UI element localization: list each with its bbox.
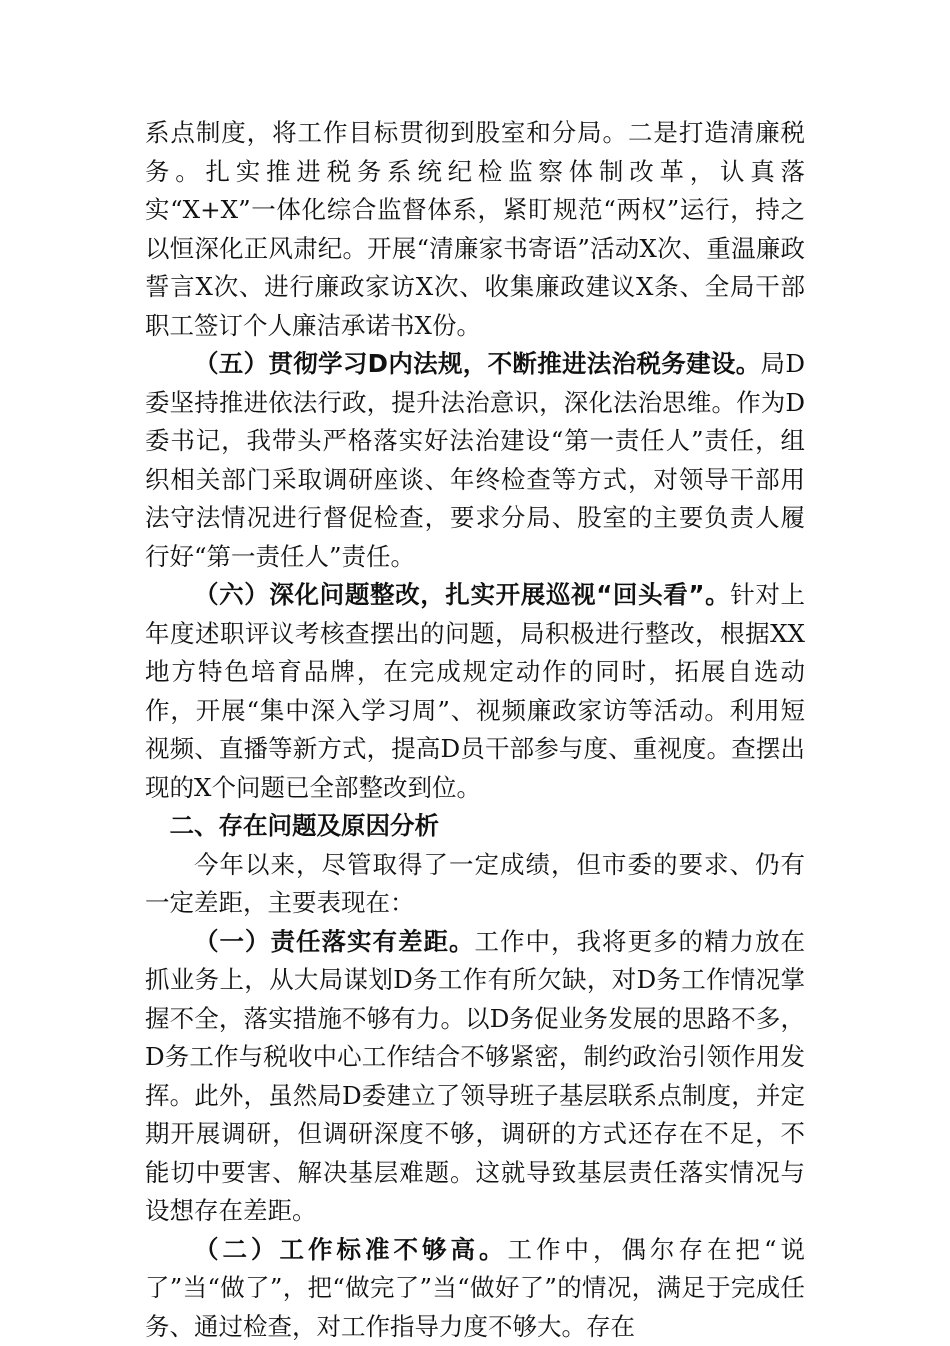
- issue-lead: （一）责任落实有差距。: [194, 927, 475, 956]
- section-intro: 今年以来，尽管取得了一定成绩，但市委的要求、仍有一定差距，主要表现在：: [145, 846, 805, 923]
- paragraph-five: [145, 345, 805, 576]
- paragraph-lead: （六）深化问题整改，扎实开展巡视“回头看”。: [194, 580, 730, 609]
- paragraph-text: 局D委坚持推进依法行政，提升法治意识，深化法治思维。作为D委书记，我带头严格落实好法治建设“第一责任人”责任，组织相关部门采取调研座谈、年终检查等方式，对领导干部用法守法情况进行督促检查，要求分局、股室的主要负责人履行好“第一责任人”责任。: [145, 349, 805, 571]
- paragraph-lead: （五）贯彻学习D内法规，不断推进法治税务建设。: [194, 349, 761, 378]
- issue-two: [145, 1231, 805, 1346]
- paragraph-continued: [145, 114, 805, 345]
- issue-lead: （二）工作标准不够高。: [194, 1235, 507, 1264]
- paragraph-six: [145, 576, 805, 807]
- paragraph-text: 针对上年度述职评议考核查摆出的问题，局积极进行整改，根据XX地方特色培育品牌，在完成规定动作的同时，拓展自选动作，开展“集中深入学习周”、视频廉政家访等活动。利用短视频、直播等新方式，提高D员干部参与度、重视度。查摆出现的X个问题已全部整改到位。: [145, 580, 805, 802]
- issue-text: 工作中，偶尔存在把“说了”当“做了”，把“做完了”当“做好了”的情况，满足于完成任务、通过检查，对工作指导力度不够大。存在: [145, 1235, 805, 1341]
- issue-one: [145, 923, 805, 1231]
- paragraph-text: 系点制度，将工作目标贯彻到股室和分局。二是打造清廉税务。扎实推进税务系统纪检监察体制改革，认真落实“X+X”一体化综合监督体系，紧盯规范“两权”运行，持之以恒深化正风肃纪。开展“清廉家书寄语”活动X次、重温廉政誓言X次、进行廉政家访X次、收集廉政建议X条、全局干部职工签订个人廉洁承诺书X份。: [145, 118, 805, 340]
- document-body: [145, 114, 805, 1346]
- issue-text: 工作中，我将更多的精力放在抓业务上，从大局谋划D务工作有所欠缺，对D务工作情况掌握不全，落实措施不够有力。以D务促业务发展的思路不多，D务工作与税收中心工作结合不够紧密，制约政治引领作用发挥。此外，虽然局D委建立了领导班子基层联系点制度，并定期开展调研，但调研深度不够，调研的方式还存在不足，不能切中要害、解决基层难题。这就导致基层责任落实情况与设想存在差距。: [145, 927, 805, 1226]
- section-heading: 二、存在问题及原因分析: [145, 807, 805, 846]
